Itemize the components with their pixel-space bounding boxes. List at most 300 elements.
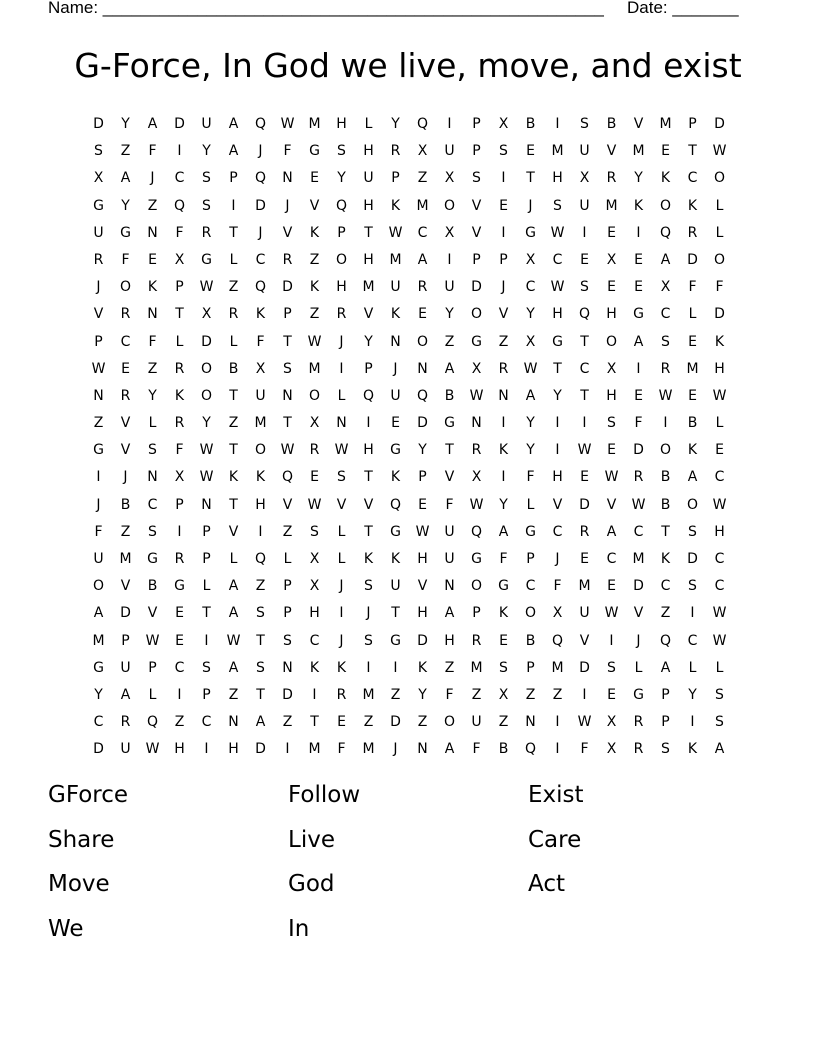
grid-letter: E <box>310 469 319 486</box>
grid-letter: D <box>579 496 590 513</box>
grid-letter: W <box>604 605 619 622</box>
grid-letter: E <box>175 605 184 622</box>
grid-letter: N <box>390 333 401 350</box>
grid-letter: F <box>445 496 454 513</box>
grid-letter: A <box>444 605 455 622</box>
grid-letter: N <box>336 415 347 432</box>
grid-letter: Z <box>228 279 239 296</box>
grid-letter: N <box>282 659 293 676</box>
grid-letter: P <box>472 143 481 160</box>
grid-letter: A <box>417 251 428 268</box>
grid-letter: H <box>336 279 347 296</box>
grid-letter: C <box>174 170 185 187</box>
grid-letter: P <box>283 578 292 595</box>
grid-letter: L <box>229 251 238 268</box>
grid-letter: Y <box>418 686 427 703</box>
grid-letter: C <box>606 551 617 567</box>
grid-letter: Y <box>445 306 454 323</box>
grid-letter: U <box>93 224 104 241</box>
grid-letter: J <box>339 578 344 595</box>
grid-letter: A <box>93 605 104 622</box>
grid-letter: D <box>417 415 428 432</box>
grid-letter: H <box>552 469 563 486</box>
grid-letter: Q <box>362 387 375 404</box>
grid-letter: P <box>661 686 670 703</box>
grid-letter: L <box>283 551 292 567</box>
grid-letter: I <box>366 659 371 676</box>
grid-letter: Z <box>228 415 239 432</box>
grid-letter: K <box>633 197 644 214</box>
word-list-item: Live <box>288 826 335 853</box>
grid-letter: Y <box>94 686 103 703</box>
grid-letter: S <box>661 333 670 350</box>
grid-letter: Z <box>120 143 131 160</box>
grid-letter: J <box>258 143 263 160</box>
grid-letter: J <box>258 224 263 241</box>
grid-letter: P <box>175 496 184 513</box>
grid-letter: Z <box>417 714 428 731</box>
grid-letter: P <box>283 605 292 622</box>
grid-letter: X <box>660 279 671 296</box>
grid-letter: W <box>712 143 727 160</box>
grid-letter: C <box>525 279 536 296</box>
grid-letter: T <box>553 360 562 377</box>
grid-letter: U <box>444 143 455 160</box>
grid-letter: R <box>282 251 293 268</box>
grid-letter: V <box>120 415 131 432</box>
grid-letter: X <box>93 170 104 187</box>
grid-letter: Z <box>309 251 320 268</box>
grid-letter: R <box>174 415 185 432</box>
grid-letter: H <box>552 170 563 187</box>
grid-letter: V <box>228 523 239 540</box>
grid-letter: L <box>715 415 724 432</box>
grid-letter: W <box>631 496 646 513</box>
grid-letter: D <box>633 442 644 459</box>
grid-letter: P <box>472 605 481 622</box>
grid-letter: H <box>309 605 320 622</box>
grid-letter: U <box>471 714 482 731</box>
grid-letter: I <box>285 741 290 758</box>
grid-letter: B <box>120 496 131 513</box>
grid-letter: M <box>578 578 591 595</box>
grid-letter: I <box>204 632 209 649</box>
grid-letter: I <box>582 686 587 703</box>
grid-letter: K <box>498 442 509 459</box>
grid-letter: O <box>443 714 456 731</box>
grid-letter: I <box>555 714 560 731</box>
grid-letter: W <box>658 387 673 404</box>
grid-letter: M <box>605 197 618 214</box>
grid-letter: J <box>528 197 533 214</box>
grid-letter: A <box>228 116 239 132</box>
grid-letter: I <box>636 224 641 241</box>
grid-letter: O <box>470 306 483 323</box>
grid-letter: K <box>687 197 698 214</box>
grid-letter: F <box>175 224 184 241</box>
grid-letter: V <box>606 496 617 513</box>
grid-letter: Y <box>391 116 400 132</box>
grid-letter: J <box>96 279 101 296</box>
grid-letter: D <box>174 116 185 132</box>
grid-letter: Y <box>688 686 697 703</box>
grid-letter: X <box>471 360 482 377</box>
grid-letter: P <box>391 170 400 187</box>
grid-letter: G <box>147 551 158 567</box>
grid-letter: K <box>498 605 509 622</box>
grid-letter: U <box>444 551 455 567</box>
grid-letter: D <box>120 605 131 622</box>
grid-letter: T <box>661 523 670 540</box>
grid-letter: N <box>417 741 428 758</box>
grid-letter: N <box>471 415 482 432</box>
grid-letter: W <box>469 496 484 513</box>
grid-letter: Y <box>364 333 373 350</box>
grid-letter: K <box>660 170 671 187</box>
grid-letter: S <box>715 714 724 731</box>
grid-letter: T <box>688 143 697 160</box>
grid-letter: G <box>390 632 401 649</box>
grid-letter: I <box>177 686 182 703</box>
grid-letter: H <box>444 632 455 649</box>
grid-letter: H <box>714 360 725 377</box>
grid-letter: W <box>199 469 214 486</box>
grid-letter: I <box>582 415 587 432</box>
grid-letter: T <box>256 632 265 649</box>
grid-letter: C <box>174 659 185 676</box>
word-list-item: Move <box>48 871 110 897</box>
grid-letter: F <box>175 442 184 459</box>
grid-letter: O <box>605 333 618 350</box>
grid-letter: I <box>339 360 344 377</box>
page-title: G-Force, In God we live, move, and exist <box>74 46 742 85</box>
grid-letter: E <box>175 632 184 649</box>
grid-letter: H <box>363 251 374 268</box>
grid-letter: P <box>148 659 157 676</box>
grid-letter: H <box>606 387 617 404</box>
grid-letter: P <box>202 523 211 540</box>
grid-letter: C <box>255 251 266 268</box>
grid-letter: U <box>255 387 266 404</box>
word-list-item: Care <box>528 826 582 853</box>
grid-letter: J <box>501 279 506 296</box>
grid-letter: I <box>447 116 452 132</box>
grid-letter: D <box>687 251 698 268</box>
grid-letter: M <box>416 197 429 214</box>
grid-letter: E <box>607 224 616 241</box>
grid-letter: I <box>555 116 560 132</box>
grid-letter: B <box>228 360 239 377</box>
grid-letter: P <box>472 116 481 132</box>
grid-letter: L <box>175 333 184 350</box>
grid-letter: S <box>661 741 670 758</box>
grid-letter: X <box>606 360 617 377</box>
grid-letter: B <box>660 496 671 513</box>
grid-letter: E <box>337 714 346 731</box>
grid-letter: T <box>229 496 238 513</box>
grid-letter: Y <box>499 496 508 513</box>
grid-letter: L <box>715 197 724 214</box>
grid-letter: V <box>498 306 509 323</box>
grid-letter: K <box>336 659 347 676</box>
grid-letter: X <box>201 306 212 323</box>
grid-letter: Y <box>337 170 346 187</box>
grid-letter: X <box>498 116 509 132</box>
grid-letter: E <box>634 387 643 404</box>
grid-letter: Q <box>173 197 186 214</box>
grid-letter: L <box>148 415 157 432</box>
grid-letter: X <box>255 360 266 377</box>
grid-letter: K <box>687 741 698 758</box>
grid-letter: M <box>119 551 132 567</box>
grid-letter: T <box>364 523 373 540</box>
grid-letter: T <box>580 387 589 404</box>
grid-letter: Q <box>254 551 267 567</box>
grid-letter: N <box>282 387 293 404</box>
grid-letter: C <box>714 551 725 567</box>
grid-letter: Q <box>389 496 402 513</box>
grid-letter: T <box>175 306 184 323</box>
grid-letter: R <box>336 306 347 323</box>
grid-letter: G <box>633 306 644 323</box>
grid-letter: T <box>364 224 373 241</box>
grid-letter: S <box>202 197 211 214</box>
grid-letter: N <box>228 714 239 731</box>
grid-letter: W <box>199 279 214 296</box>
grid-letter: R <box>633 469 644 486</box>
grid-letter: W <box>334 442 349 459</box>
grid-letter: G <box>444 415 455 432</box>
grid-letter: D <box>579 659 590 676</box>
grid-letter: B <box>606 116 617 132</box>
grid-letter: R <box>228 306 239 323</box>
grid-letter: B <box>525 632 536 649</box>
grid-letter: Y <box>121 197 130 214</box>
grid-letter: U <box>579 605 590 622</box>
grid-letter: Z <box>498 714 509 731</box>
grid-letter: S <box>499 659 508 676</box>
grid-letter: V <box>363 496 374 513</box>
grid-letter: S <box>499 143 508 160</box>
grid-letter: K <box>309 659 320 676</box>
grid-letter: E <box>121 360 130 377</box>
grid-letter: W <box>415 523 430 540</box>
grid-letter: R <box>120 387 131 404</box>
grid-letter: J <box>285 197 290 214</box>
grid-letter: O <box>443 197 456 214</box>
grid-letter: U <box>93 551 104 567</box>
grid-letter: S <box>283 632 292 649</box>
grid-letter: Y <box>526 442 535 459</box>
grid-letter: C <box>687 170 698 187</box>
grid-letter: C <box>93 714 104 731</box>
grid-letter: U <box>120 659 131 676</box>
grid-letter: N <box>147 224 158 241</box>
grid-letter: D <box>714 306 725 323</box>
grid-letter: T <box>310 714 319 731</box>
grid-letter: N <box>147 469 158 486</box>
grid-letter: F <box>499 551 508 567</box>
grid-letter: S <box>715 686 724 703</box>
grid-letter: I <box>366 415 371 432</box>
grid-letter: Q <box>524 741 537 758</box>
grid-letter: X <box>525 251 536 268</box>
grid-letter: H <box>417 551 428 567</box>
grid-letter: F <box>256 333 265 350</box>
grid-letter: W <box>145 741 160 758</box>
grid-letter: J <box>150 170 155 187</box>
grid-letter: V <box>579 632 590 649</box>
grid-letter: R <box>120 306 131 323</box>
grid-letter: E <box>499 197 508 214</box>
grid-letter: V <box>552 496 563 513</box>
grid-letter: V <box>633 116 644 132</box>
grid-letter: S <box>256 605 265 622</box>
grid-letter: K <box>714 333 725 350</box>
grid-letter: V <box>417 578 428 595</box>
grid-letter: L <box>202 578 211 595</box>
grid-letter: R <box>471 442 482 459</box>
grid-letter: W <box>577 442 592 459</box>
grid-letter: I <box>501 469 506 486</box>
grid-letter: I <box>636 360 641 377</box>
grid-letter: M <box>362 686 375 703</box>
grid-letter: T <box>283 415 292 432</box>
grid-letter: L <box>634 659 643 676</box>
grid-letter: R <box>309 442 320 459</box>
grid-letter: D <box>255 197 266 214</box>
grid-letter: K <box>390 469 401 486</box>
grid-letter: G <box>471 551 482 567</box>
grid-letter: W <box>280 442 295 459</box>
grid-letter: A <box>498 523 509 540</box>
grid-letter: W <box>226 632 241 649</box>
grid-letter: U <box>444 279 455 296</box>
grid-letter: I <box>177 143 182 160</box>
grid-letter: Z <box>363 714 374 731</box>
grid-letter: M <box>551 143 564 160</box>
grid-letter: Q <box>254 170 267 187</box>
grid-letter: A <box>714 741 725 758</box>
grid-letter: Z <box>147 197 158 214</box>
grid-letter: E <box>310 170 319 187</box>
grid-letter: E <box>580 551 589 567</box>
grid-letter: T <box>202 605 211 622</box>
grid-letter: N <box>282 170 293 187</box>
grid-letter: J <box>339 632 344 649</box>
grid-letter: I <box>663 415 668 432</box>
grid-letter: T <box>391 605 400 622</box>
grid-letter: W <box>145 632 160 649</box>
grid-letter: U <box>390 387 401 404</box>
grid-letter: K <box>417 659 428 676</box>
grid-letter: R <box>606 170 617 187</box>
grid-letter: P <box>526 659 535 676</box>
grid-letter: O <box>713 170 726 187</box>
grid-letter: I <box>582 224 587 241</box>
grid-letter: Q <box>416 387 429 404</box>
grid-letter: K <box>147 279 158 296</box>
grid-letter: S <box>688 523 697 540</box>
grid-letter: Y <box>526 306 535 323</box>
grid-letter: K <box>660 551 671 567</box>
grid-letter: A <box>228 659 239 676</box>
grid-letter: F <box>715 279 724 296</box>
grid-letter: C <box>660 578 671 595</box>
grid-letter: N <box>201 496 212 513</box>
grid-letter: S <box>94 143 103 160</box>
grid-letter: L <box>148 686 157 703</box>
grid-letter: J <box>339 333 344 350</box>
grid-letter: P <box>526 551 535 567</box>
grid-letter: U <box>390 578 401 595</box>
grid-letter: B <box>147 578 158 595</box>
grid-letter: R <box>120 714 131 731</box>
grid-letter: F <box>445 686 454 703</box>
grid-letter: I <box>204 741 209 758</box>
grid-letter: D <box>255 741 266 758</box>
grid-letter: M <box>254 415 267 432</box>
grid-letter: C <box>714 578 725 595</box>
grid-letter: K <box>390 306 401 323</box>
grid-letter: Z <box>228 686 239 703</box>
grid-letter: Z <box>660 605 671 622</box>
grid-letter: D <box>417 632 428 649</box>
grid-letter: F <box>580 741 589 758</box>
grid-letter: Y <box>202 415 211 432</box>
word-list-item: Follow <box>288 782 361 808</box>
grid-letter: C <box>579 360 590 377</box>
grid-letter: Q <box>254 116 267 132</box>
grid-letter: R <box>417 279 428 296</box>
grid-letter: J <box>393 360 398 377</box>
grid-letter: D <box>714 116 725 132</box>
grid-letter: G <box>174 578 185 595</box>
grid-letter: M <box>551 659 564 676</box>
grid-letter: E <box>526 143 535 160</box>
grid-letter: L <box>229 551 238 567</box>
grid-letter: G <box>471 333 482 350</box>
grid-letter: L <box>337 523 346 540</box>
grid-letter: F <box>553 578 562 595</box>
grid-letter: W <box>388 224 403 241</box>
grid-letter: H <box>417 605 428 622</box>
grid-letter: X <box>471 469 482 486</box>
grid-letter: X <box>309 551 320 567</box>
grid-letter: F <box>148 333 157 350</box>
grid-letter: J <box>393 741 398 758</box>
grid-letter: R <box>390 143 401 160</box>
grid-letter: O <box>200 387 213 404</box>
grid-letter: I <box>447 251 452 268</box>
grid-letter: M <box>632 143 645 160</box>
grid-letter: D <box>282 686 293 703</box>
grid-letter: K <box>255 306 266 323</box>
grid-letter: W <box>604 469 619 486</box>
grid-letter: A <box>120 686 131 703</box>
grid-letter: C <box>660 306 671 323</box>
grid-letter: Z <box>255 578 266 595</box>
grid-letter: G <box>525 224 536 241</box>
grid-letter: P <box>688 116 697 132</box>
grid-letter: H <box>363 442 374 459</box>
grid-letter: C <box>417 224 428 241</box>
grid-letter: K <box>390 197 401 214</box>
grid-letter: Z <box>174 714 185 731</box>
grid-letter: O <box>308 387 321 404</box>
grid-letter: O <box>254 442 267 459</box>
grid-letter: C <box>120 333 131 350</box>
